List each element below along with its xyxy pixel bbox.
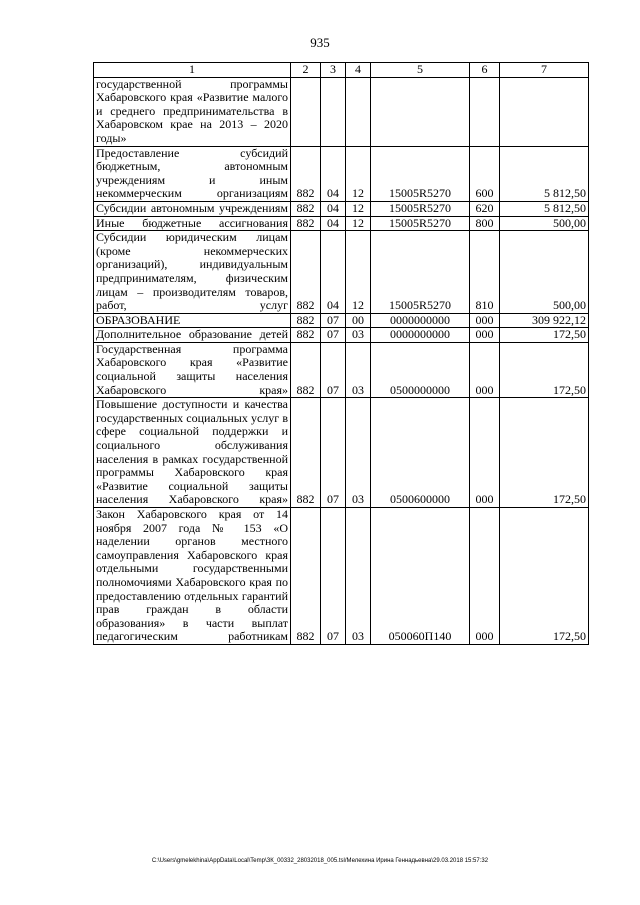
subsection-cell: 03 — [346, 508, 371, 645]
admin-code-cell — [291, 77, 321, 146]
target-article-cell: 15005R5270 — [371, 231, 470, 314]
table-row — [94, 508, 589, 645]
table-header-row — [94, 63, 589, 78]
amount-cell — [500, 77, 589, 146]
admin-code-cell: 882 — [291, 328, 321, 343]
subsection-cell: 00 — [346, 313, 371, 328]
admin-code-cell: 882 — [291, 508, 321, 645]
expense-type-cell: 000 — [470, 328, 500, 343]
expense-type-cell: 810 — [470, 231, 500, 314]
amount-cell: 172,50 — [500, 508, 589, 645]
table-row — [94, 77, 589, 146]
table-row — [94, 146, 589, 201]
section-cell: 07 — [321, 328, 346, 343]
target-article-cell: 15005R5270 — [371, 201, 470, 216]
name-cell: Иные бюджетные ассигнования — [94, 216, 291, 231]
subsection-cell: 12 — [346, 201, 371, 216]
admin-code-cell: 882 — [291, 342, 321, 397]
name-cell: Государственная программа Хабаровского края «Развитие социальной защиты населения Хабаровского края» — [94, 342, 291, 397]
target-article-cell: 0000000000 — [371, 313, 470, 328]
table-row — [94, 398, 589, 508]
amount-cell: 500,00 — [500, 231, 589, 314]
admin-code-cell: 882 — [291, 201, 321, 216]
column-header: 1 — [94, 63, 291, 78]
table-row — [94, 201, 589, 216]
file-path-footer: C:\Users\gmelekhina\AppData\Local\Temp\ЗК_00332_28032018_005.tsl/Мелехина Ирина Геннадьевна\29.03.2018 15:57:32 — [151, 858, 489, 864]
section-cell: 04 — [321, 216, 346, 231]
column-header: 4 — [346, 63, 371, 78]
admin-code-cell: 882 — [291, 216, 321, 231]
name-cell: Субсидии автономным учреждениям — [94, 201, 291, 216]
target-article-cell — [371, 77, 470, 146]
column-header: 7 — [500, 63, 589, 78]
target-article-cell: 0000000000 — [371, 328, 470, 343]
section-cell: 04 — [321, 231, 346, 314]
name-cell: государственной программы Хабаровского края «Развитие малого и среднего предпринимательства в Хабаровском крае на 2013 – 2020 годы» — [94, 77, 291, 146]
amount-cell: 309 922,12 — [500, 313, 589, 328]
admin-code-cell: 882 — [291, 313, 321, 328]
table-row — [94, 313, 589, 328]
table-row — [94, 328, 589, 343]
name-cell: Предоставление субсидий бюджетным, автономным учреждениям и иным некоммерческим организациям — [94, 146, 291, 201]
amount-cell: 5 812,50 — [500, 146, 589, 201]
section-cell: 07 — [321, 313, 346, 328]
subsection-cell: 12 — [346, 216, 371, 231]
table-row — [94, 342, 589, 397]
amount-cell: 172,50 — [500, 328, 589, 343]
subsection-cell — [346, 77, 371, 146]
section-cell: 04 — [321, 201, 346, 216]
expense-type-cell: 600 — [470, 146, 500, 201]
expense-type-cell — [470, 77, 500, 146]
expense-type-cell: 800 — [470, 216, 500, 231]
name-cell: Повышение доступности и качества государственных социальных услуг в сфере социальной поддержки и социального обслуживания населения в рамках государственной программы Хабаровского края «Развитие социальной защиты населения Хабаровского края» — [94, 398, 291, 508]
name-cell: Дополнительное образование детей — [94, 328, 291, 343]
section-cell: 07 — [321, 398, 346, 508]
section-cell — [321, 77, 346, 146]
subsection-cell: 03 — [346, 342, 371, 397]
expense-type-cell: 000 — [470, 313, 500, 328]
column-header: 5 — [371, 63, 470, 78]
name-cell: Закон Хабаровского края от 14 ноября 2007 года № 153 «О наделении органов местного самоуправления Хабаровского края отдельными государственными полномочиями Хабаровского края по предоставлению отдельных гарантий прав граждан в области образования» в части выплат педагогическим работникам — [94, 508, 291, 645]
amount-cell: 500,00 — [500, 216, 589, 231]
page-number: 935 — [310, 35, 330, 50]
admin-code-cell: 882 — [291, 231, 321, 314]
budget-table — [93, 62, 589, 645]
subsection-cell: 12 — [346, 146, 371, 201]
amount-cell: 172,50 — [500, 398, 589, 508]
amount-cell: 172,50 — [500, 342, 589, 397]
expense-type-cell: 000 — [470, 398, 500, 508]
expense-type-cell: 000 — [470, 508, 500, 645]
column-header: 6 — [470, 63, 500, 78]
expense-type-cell: 620 — [470, 201, 500, 216]
name-cell: Субсидии юридическим лицам (кроме некоммерческих организаций), индивидуальным предпринимателям, физическим лицам – производителям товаров, работ, услуг — [94, 231, 291, 314]
admin-code-cell: 882 — [291, 398, 321, 508]
section-cell: 04 — [321, 146, 346, 201]
target-article-cell: 050060П140 — [371, 508, 470, 645]
subsection-cell: 12 — [346, 231, 371, 314]
amount-cell: 5 812,50 — [500, 201, 589, 216]
expense-type-cell: 000 — [470, 342, 500, 397]
target-article-cell: 0500600000 — [371, 398, 470, 508]
section-cell: 07 — [321, 508, 346, 645]
table-row — [94, 231, 589, 314]
target-article-cell: 15005R5270 — [371, 216, 470, 231]
admin-code-cell: 882 — [291, 146, 321, 201]
target-article-cell: 0500000000 — [371, 342, 470, 397]
subsection-cell: 03 — [346, 328, 371, 343]
table-row — [94, 216, 589, 231]
subsection-cell: 03 — [346, 398, 371, 508]
column-header: 3 — [321, 63, 346, 78]
section-cell: 07 — [321, 342, 346, 397]
name-cell: ОБРАЗОВАНИЕ — [94, 313, 291, 328]
target-article-cell: 15005R5270 — [371, 146, 470, 201]
column-header: 2 — [291, 63, 321, 78]
